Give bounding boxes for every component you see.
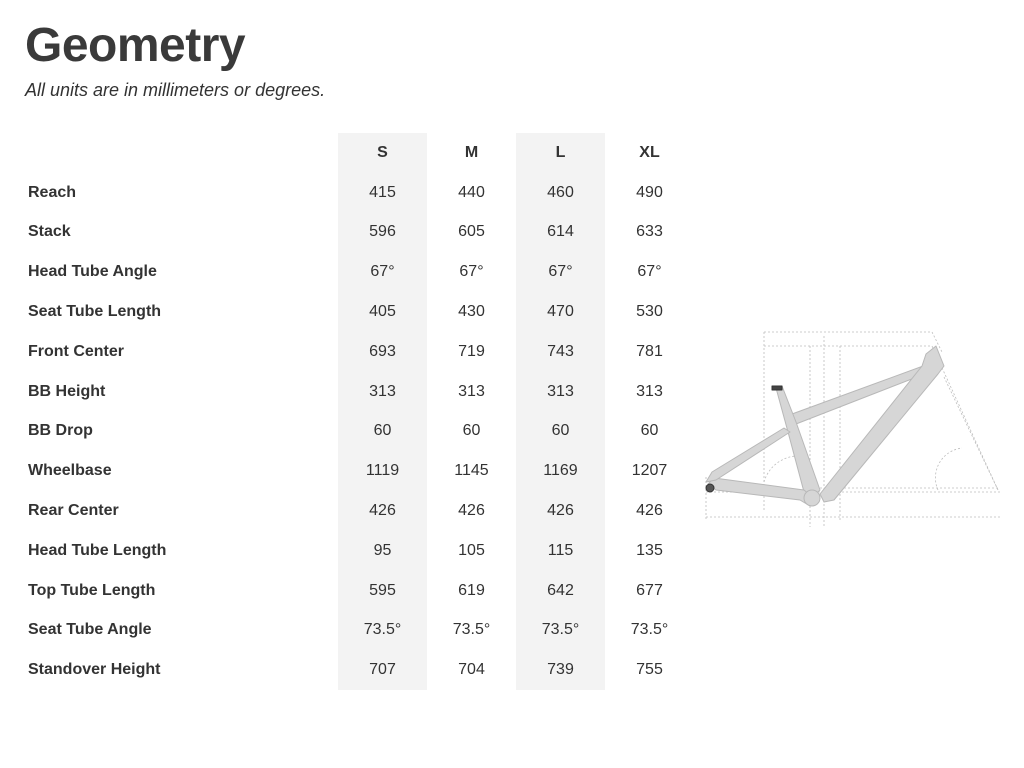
table-cell: 67° xyxy=(370,263,395,281)
table-cell: 67° xyxy=(637,263,662,281)
table-cell: 73.5° xyxy=(541,621,580,639)
row-label: Top Tube Length xyxy=(28,581,156,599)
units-note: All units are in millimeters or degrees. xyxy=(25,80,326,100)
table-row xyxy=(20,412,694,452)
row-label: Rear Center xyxy=(28,502,119,520)
table-cell: 135 xyxy=(636,541,663,559)
table-cell: 1119 xyxy=(365,462,400,480)
row-label: Standover Height xyxy=(28,661,161,679)
table-cell: 707 xyxy=(369,661,396,679)
table-cell: 693 xyxy=(369,342,396,360)
geometry-table xyxy=(20,133,694,690)
table-row xyxy=(20,173,694,213)
row-label: BB Drop xyxy=(28,422,93,440)
table-cell: 1169 xyxy=(543,462,578,480)
dimension-lines xyxy=(706,332,1000,527)
page-title: Geometry xyxy=(25,19,246,72)
table-row xyxy=(20,332,694,372)
table-cell: 704 xyxy=(458,661,485,679)
table-cell: 677 xyxy=(636,581,663,599)
table-cell: 440 xyxy=(458,183,485,201)
size-header-l: L xyxy=(555,143,566,161)
row-label: Wheelbase xyxy=(28,462,112,480)
table-row xyxy=(20,372,694,412)
table-cell: 755 xyxy=(636,661,663,679)
size-header-xl: XL xyxy=(639,143,660,161)
table-row xyxy=(20,531,694,571)
table-cell: 415 xyxy=(369,183,396,201)
size-header-row xyxy=(20,133,694,173)
row-label: Stack xyxy=(28,223,71,241)
row-label: Seat Tube Angle xyxy=(28,621,152,639)
table-cell: 470 xyxy=(547,303,574,321)
bike-frame-geometry-diagram xyxy=(700,322,1000,532)
table-row xyxy=(20,650,694,690)
row-label: Head Tube Length xyxy=(28,541,167,559)
table-cell: 596 xyxy=(369,223,396,241)
table-row xyxy=(20,213,694,253)
size-header-s: S xyxy=(377,143,388,161)
table-cell: 95 xyxy=(373,541,392,559)
table-cell: 614 xyxy=(547,223,574,241)
table-cell: 781 xyxy=(636,342,663,360)
table-cell: 426 xyxy=(636,502,663,520)
table-cell: 460 xyxy=(547,183,574,201)
table-cell: 67° xyxy=(459,263,484,281)
table-cell: 115 xyxy=(547,541,574,559)
table-row xyxy=(20,252,694,292)
table-cell: 719 xyxy=(458,342,485,360)
header-corner xyxy=(20,133,338,173)
table-cell: 1145 xyxy=(454,462,489,480)
table-row xyxy=(20,571,694,611)
table-cell: 105 xyxy=(458,541,485,559)
table-cell: 426 xyxy=(547,502,574,520)
table-cell: 313 xyxy=(547,382,574,400)
table-cell: 490 xyxy=(636,183,663,201)
row-label: Head Tube Angle xyxy=(28,263,157,281)
row-label: BB Height xyxy=(28,382,106,400)
table-cell: 60 xyxy=(640,422,659,440)
table-cell: 67° xyxy=(548,263,573,281)
table-cell: 60 xyxy=(462,422,481,440)
table-cell: 642 xyxy=(547,581,574,599)
row-label: Front Center xyxy=(28,342,124,360)
table-cell: 73.5° xyxy=(630,621,669,639)
row-label: Reach xyxy=(28,183,77,201)
table-cell: 60 xyxy=(551,422,570,440)
table-cell: 313 xyxy=(636,382,663,400)
table-row xyxy=(20,611,694,651)
table-cell: 73.5° xyxy=(363,621,402,639)
table-cell: 313 xyxy=(369,382,396,400)
size-header-m: M xyxy=(464,143,479,161)
table-cell: 530 xyxy=(636,303,663,321)
table-cell: 633 xyxy=(636,223,663,241)
table-cell: 1207 xyxy=(631,462,668,480)
table-cell: 619 xyxy=(458,581,485,599)
table-cell: 430 xyxy=(458,303,485,321)
table-cell: 313 xyxy=(458,382,485,400)
table-cell: 60 xyxy=(373,422,392,440)
table-cell: 605 xyxy=(458,223,485,241)
table-row xyxy=(20,491,694,531)
row-label: Seat Tube Length xyxy=(28,303,162,321)
table-cell: 426 xyxy=(369,502,396,520)
table-cell: 405 xyxy=(369,303,396,321)
table-cell: 73.5° xyxy=(452,621,491,639)
table-row xyxy=(20,451,694,491)
table-row xyxy=(20,292,694,332)
table-cell: 595 xyxy=(369,581,396,599)
table-cell: 739 xyxy=(547,661,574,679)
table-cell: 426 xyxy=(458,502,485,520)
table-cell: 743 xyxy=(547,342,574,360)
frame-silhouette xyxy=(706,346,944,506)
